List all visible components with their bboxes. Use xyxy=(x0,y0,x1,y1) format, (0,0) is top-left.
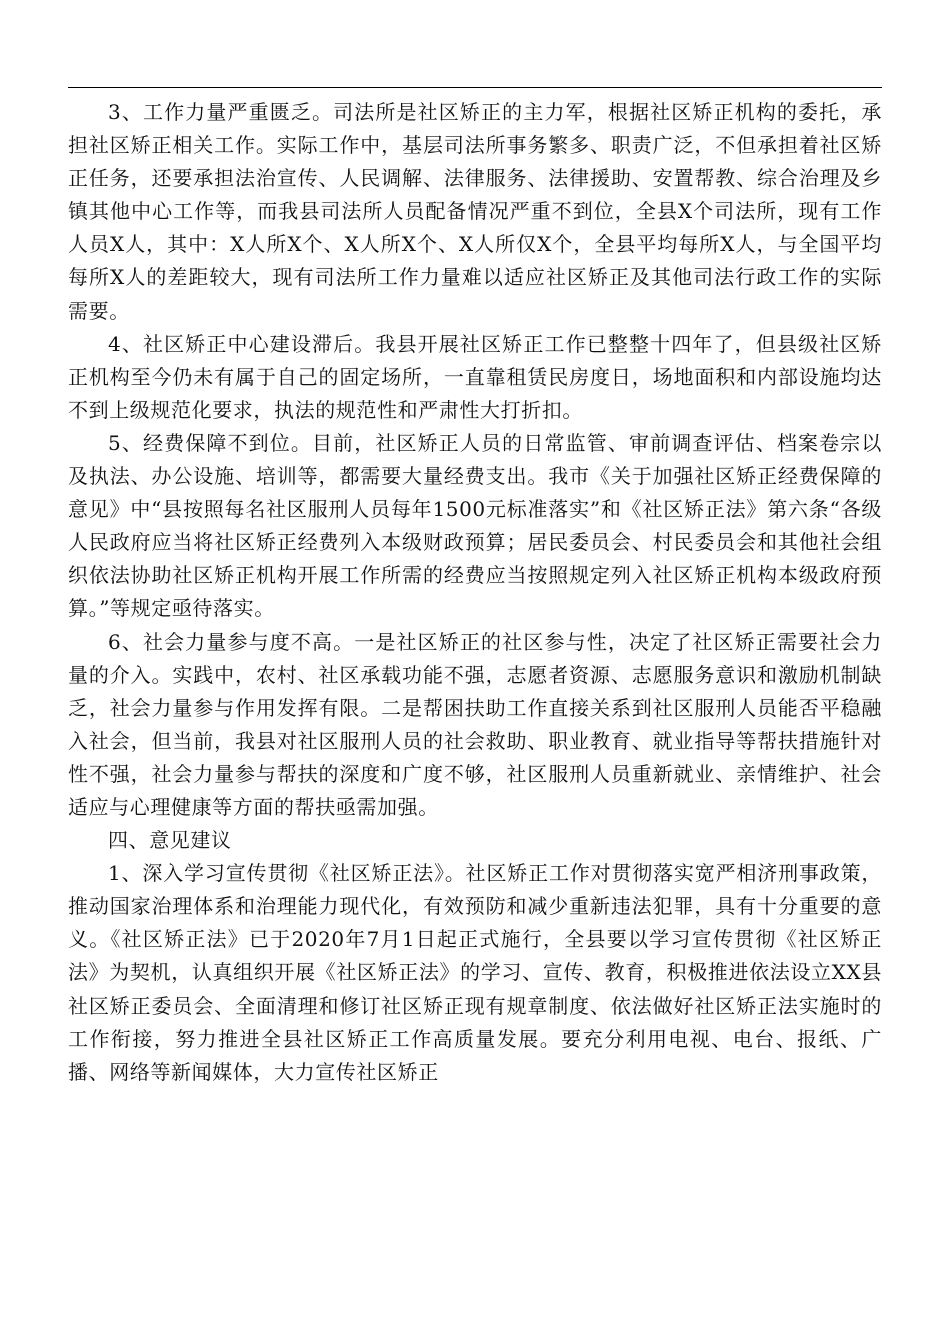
document-body xyxy=(68,96,882,1089)
paragraph-work-force: 3、工作力量严重匮乏。司法所是社区矫正的主力军，根据社区矫正机构的委托，承担社区矫正相关工作。实际工作中，基层司法所事务繁多、职责广泛，不但承担着社区矫正任务，还要承担法治宣传、人民调解、法律服务、法律援助、安置帮教、综合治理及乡镇其他中心工作等，而我县司法所人员配备情况严重不到位，全县X个司法所，现有工作人员X人，其中：X人所X个、X人所X个、X人所仅X个，全县平均每所X人，与全国平均每所X人的差距较大，现有司法所工作力量难以适应社区矫正及其他司法行政工作的实际需要。 xyxy=(68,100,882,323)
section-heading-suggestions: 四、意见建议 xyxy=(108,828,232,853)
paragraph-center-construction: 4、社区矫正中心建设滞后。我县开展社区矫正工作已整整十四年了，但县级社区矫正机构至今仍未有属于自己的固定场所，一直靠租赁民房度日，场地面积和内部设施均达不到上级规范化要求，执法的规范性和严肃性大打折扣。 xyxy=(68,331,882,422)
paragraph-study-law: 1、深入学习宣传贯彻《社区矫正法》。社区矫正工作对贯彻落实宽严相济刑事政策，推动国家治理体系和治理能力现代化，有效预防和减少重新违法犯罪，具有十分重要的意义。《社区矫正法》已于2020年7月1日起正式施行，全县要以学习宣传贯彻《社区矫正法》为契机，认真组织开展《社区矫正法》的学习、宣传、教育，积极推进依法设立XX县社区矫正委员会、全面清理和修订社区矫正现有规章制度、依法做好社区矫正法实施时的工作衔接，努力推进全县社区矫正工作高质量发展。要充分利用电视、电台、报纸、广播、网络等新闻媒体，大力宣传社区矫正 xyxy=(68,861,882,1084)
paragraph-funding: 5、经费保障不到位。目前，社区矫正人员的日常监管、审前调查评估、档案卷宗以及执法、办公设施、培训等，都需要大量经费支出。我市《关于加强社区矫正经费保障的意见》中“县按照每名社区服刑人员每年1500元标准落实”和《社区矫正法》第六条“各级人民政府应当将社区矫正经费列入本级财政预算；居民委员会、村民委员会和其他社会组织依法协助社区矫正机构开展工作所需的经费应当按照规定列入社区矫正机构本级政府预算。”等规定亟待落实。 xyxy=(68,430,882,621)
paragraph-social-participation: 6、社会力量参与度不高。一是社区矫正的社区参与性，决定了社区矫正需要社会力量的介入。实践中，农村、社区承载功能不强，志愿者资源、志愿服务意识和激励机制缺乏，社会力量参与作用发挥有限。二是帮困扶助工作直接关系到社区服刑人员能否平稳融入社会，但当前，我县对社区服刑人员的社会救助、职业教育、就业指导等帮扶措施针对性不强，社会力量参与帮扶的深度和广度不够，社区服刑人员重新就业、亲情维护、社会适应与心理健康等方面的帮扶亟需加强。 xyxy=(68,629,882,819)
header-rule xyxy=(68,87,882,88)
